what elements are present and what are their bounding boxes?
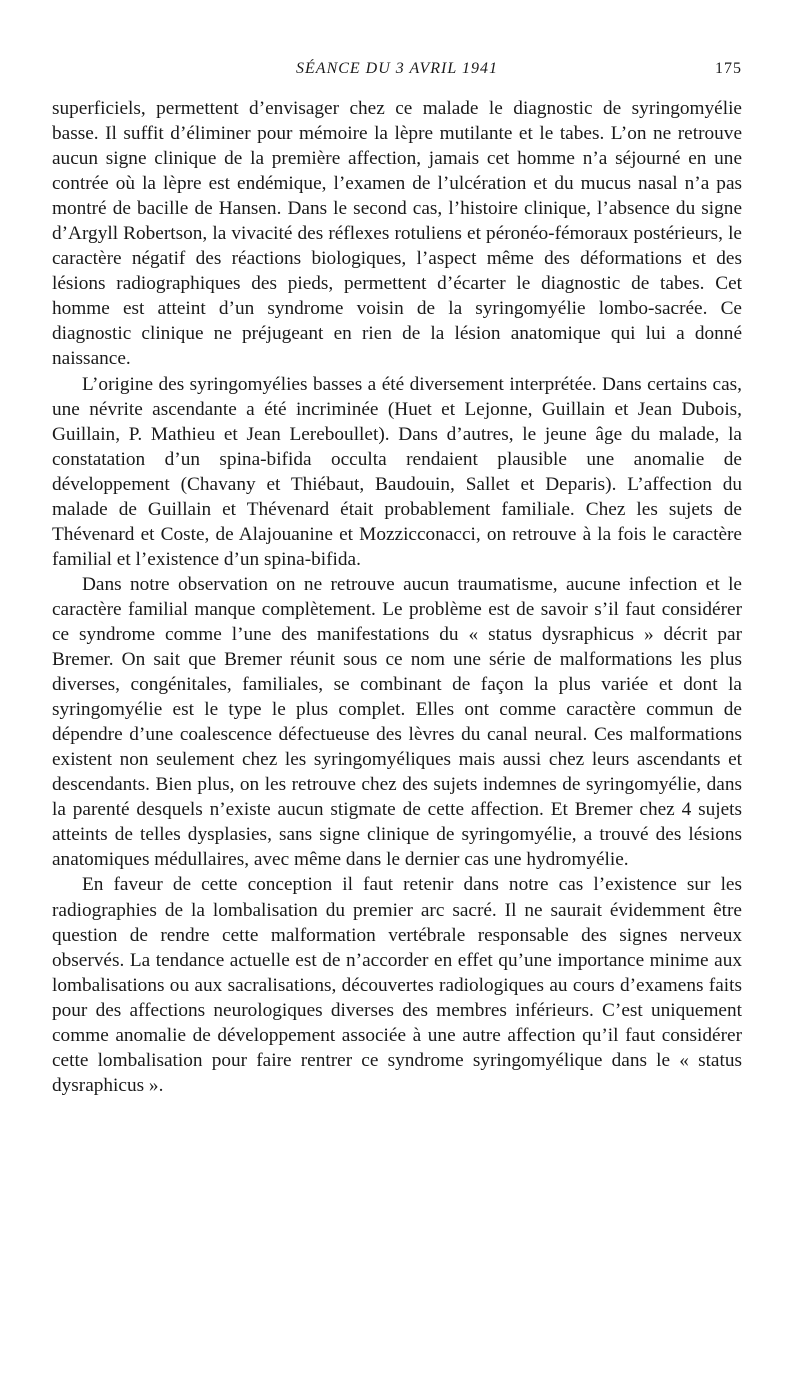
paragraph-3: Dans notre observation on ne retrouve aucun traumatisme, aucune infection et le caractère familial manque complètement. Le problème est de savoir s’il faut considérer ce syndrome comme l’une des manifestations du « status dysraphicus » décrit par Bremer. On sait que Bremer réunit sous ce nom une série de malformations les plus diverses, congénitales, familiales, se combinant de façon la plus variée et dont la syringomyélie est le type le plus complet. Elles ont comme caractère commun de dépendre d’une coalescence défectueuse des lèvres du canal neural. Ces malformations existent non seulement chez les syringomyéliques mais aussi chez leurs ascendants et descendants. Bien plus, on les retrouve chez des sujets indemnes de syringomyélie, dans la parenté desquels n’existe aucun stigmate de cette affection. Et Bremer chez 4 sujets atteints de telles dysplasies, sans signe clinique de syringomyélie, a trouvé des lésions anatomiques médullaires, avec même dans le dernier cas une hydromyélie. <box>52 573 742 871</box>
paragraph-2: L’origine des syringomyélies basses a été diversement interprétée. Dans certains cas, une névrite ascendante a été incriminée (Huet et Lejonne, Guillain et Jean Dubois, Guillain, P. Mathieu et Jean Lereboullet). Dans d’autres, le jeune âge du malade, la constatation d’un spina-bifida occulta rendaient plausible une anomalie de développement (Chavany et Thiébaut, Baudouin, Sallet et Deparis). L’affection du malade de Guillain et Thévenard était probablement familiale. Chez les sujets de Thévenard et Coste, de Alajouanine et Mozzicconacci, on retrouve à la fois le caractère familial et l’existence d’un spina-bifida. <box>52 373 742 570</box>
running-title: SÉANCE DU 3 AVRIL 1941 <box>296 60 498 77</box>
article-body <box>52 96 742 1098</box>
paragraph-1: superficiels, permettent d’envisager chez ce malade le diagnostic de syringomyélie basse. Il suffit d’éliminer pour mémoire la lèpre mutilante et le tabes. L’on ne retrouve aucun signe clinique de la première affection, jamais cet homme n’a séjourné en une contrée où la lèpre est endémique, l’examen de l’ulcération et du mucus nasal n’a pas montré de bacille de Hansen. Dans le second cas, l’histoire clinique, l’absence du signe d’Argyll Robertson, la vivacité des réflexes rotuliens et péronéo-fémoraux postérieurs, le caractère négatif des réactions biologiques, l’aspect même des déformations et des lésions radiographiques des pieds, permettent d’écarter le diagnostic de tabes. Cet homme est atteint d’un syndrome voisin de la syringomyélie lombo-sacrée. Ce diagnostic clinique ne préjugeant en rien de la lésion anatomique qui lui a donné naissance. <box>52 98 742 370</box>
document-page <box>52 56 742 1366</box>
running-header <box>52 56 742 84</box>
page-number: 175 <box>715 60 742 77</box>
paragraph-4: En faveur de cette conception il faut retenir dans notre cas l’existence sur les radiographies de la lombalisation du premier arc sacré. Il ne saurait évidemment être question de rendre cette malformation vertébrale responsable des signes nerveux observés. La tendance actuelle est de n’accorder en effet qu’une importance minime aux lombalisations ou aux sacralisations, découvertes radiologiques au cours d’examens faits pour des affections neurologiques diverses des membres inférieurs. C’est uniquement comme anomalie de développement associée à une autre affection qu’il faut considérer cette lombalisation pour faire rentrer ce syndrome syringomyélique dans le « status dysraphicus ». <box>52 874 742 1096</box>
